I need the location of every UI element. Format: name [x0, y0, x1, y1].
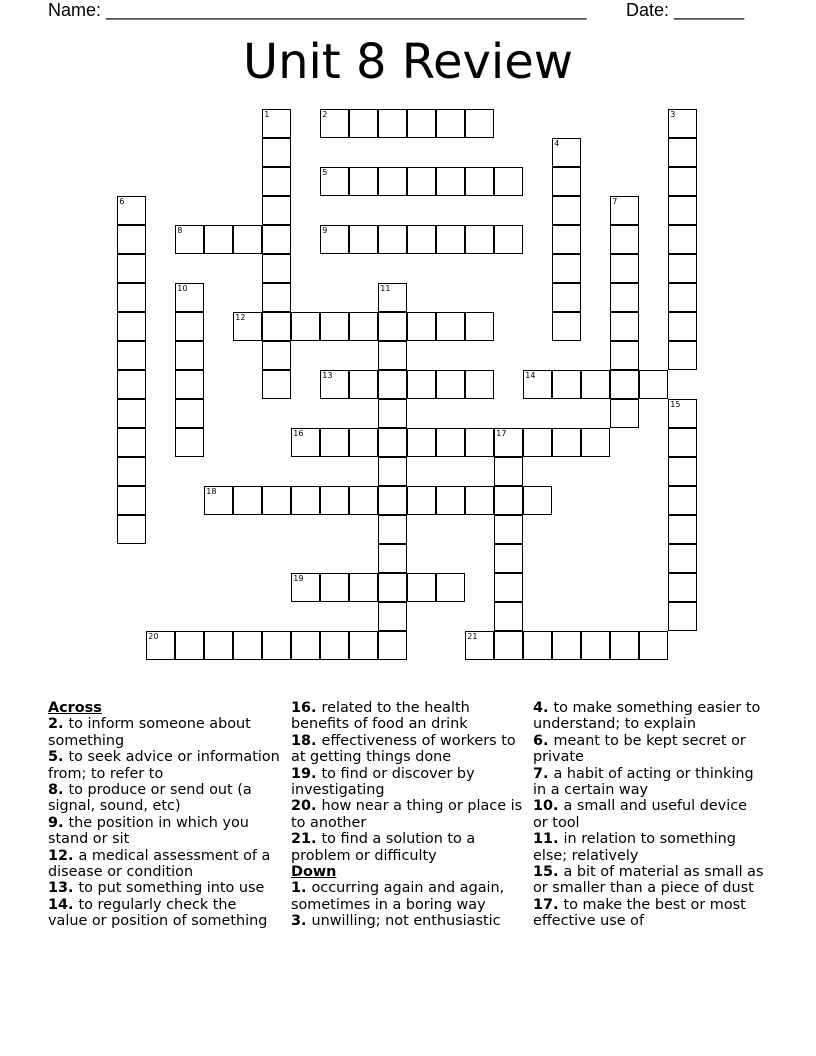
clue-number: 20 [148, 632, 159, 642]
grid-cell[interactable] [378, 544, 407, 573]
clue-text: a medical assessment of a disease or condition [48, 847, 271, 881]
grid-cell[interactable] [262, 283, 291, 312]
clue-text: to regularly check the value or position of something [48, 896, 268, 930]
grid-cell[interactable] [610, 283, 639, 312]
grid-cell[interactable] [668, 399, 697, 428]
grid-cell[interactable] [581, 370, 610, 399]
grid-cell[interactable] [523, 370, 552, 399]
grid-cell[interactable] [494, 486, 523, 515]
clue-number: 21 [467, 632, 478, 642]
grid-cell[interactable] [117, 486, 146, 515]
grid-cell[interactable] [407, 370, 436, 399]
clue-item [48, 716, 280, 749]
clue-number: 19 [293, 574, 304, 584]
grid-cell[interactable] [378, 457, 407, 486]
grid-cell[interactable] [436, 428, 465, 457]
clue-number: 7 [612, 197, 618, 207]
grid-cell[interactable] [494, 428, 523, 457]
name-field[interactable]: Name: ________________________________________________ [48, 0, 587, 20]
clue-number: 17 [496, 429, 507, 439]
clue-text: to find a solution to a problem or difficulty [291, 831, 476, 864]
grid-cell[interactable] [436, 573, 465, 602]
clue-number: 21. [291, 831, 322, 848]
grid-cell[interactable] [378, 428, 407, 457]
grid-cell[interactable] [320, 631, 349, 660]
clue-item [533, 864, 765, 897]
grid-cell[interactable] [494, 457, 523, 486]
grid-cell[interactable] [233, 631, 262, 660]
grid-cell[interactable] [610, 341, 639, 370]
clues-column-3 [533, 700, 765, 930]
clue-item [291, 831, 523, 864]
clue-number: 6 [119, 197, 125, 207]
grid-cell[interactable] [349, 486, 378, 515]
grid-cell[interactable] [407, 225, 436, 254]
clue-text: to inform someone about something [48, 716, 251, 749]
clue-item [291, 913, 523, 929]
clue-text: to find or discover by investigating [291, 765, 475, 799]
clue-text: a habit of acting or thinking in a certain way [533, 765, 754, 799]
grid-cell[interactable] [523, 631, 552, 660]
grid-cell[interactable] [581, 428, 610, 457]
grid-cell[interactable] [436, 486, 465, 515]
grid-cell[interactable] [552, 138, 581, 167]
clue-number: 15. [533, 864, 564, 881]
grid-cell[interactable] [610, 312, 639, 341]
grid-cell[interactable] [494, 602, 523, 631]
grid-cell[interactable] [320, 370, 349, 399]
grid-cell[interactable] [639, 370, 668, 399]
grid-cell[interactable] [291, 631, 320, 660]
clue-item [48, 749, 280, 782]
grid-cell[interactable] [320, 312, 349, 341]
grid-cell[interactable] [175, 399, 204, 428]
clue-number: 8 [177, 226, 183, 236]
clue-text: occurring again and again, sometimes in a boring way [291, 880, 505, 913]
grid-cell[interactable] [436, 225, 465, 254]
clue-text: related to the health benefits of food an drink [291, 700, 470, 733]
grid-cell[interactable] [146, 631, 175, 660]
grid-cell[interactable] [523, 486, 552, 515]
grid-cell[interactable] [407, 573, 436, 602]
clue-number: 9. [48, 814, 69, 831]
grid-cell[interactable] [378, 341, 407, 370]
clue-text: to make the best or most effective use of [533, 896, 746, 930]
grid-cell[interactable] [262, 109, 291, 138]
grid-cell[interactable] [668, 312, 697, 341]
clue-text: to make something easier to understand; to explain [533, 700, 761, 733]
clue-text: in relation to something else; relatively [533, 831, 736, 864]
clue-text: how near a thing or place is to another [291, 798, 523, 831]
section-heading: Down [291, 864, 337, 881]
grid-cell[interactable] [465, 428, 494, 457]
grid-cell[interactable] [668, 602, 697, 631]
grid-cell[interactable] [291, 312, 320, 341]
grid-cell[interactable] [262, 631, 291, 660]
grid-cell[interactable] [465, 631, 494, 660]
grid-cell[interactable] [668, 167, 697, 196]
clue-item [533, 700, 765, 733]
clue-number: 10 [177, 284, 188, 294]
clue-number: 16 [293, 429, 304, 439]
grid-cell[interactable] [349, 370, 378, 399]
grid-cell[interactable] [436, 370, 465, 399]
grid-cell[interactable] [175, 428, 204, 457]
clue-number: 5. [48, 749, 69, 766]
grid-cell[interactable] [610, 370, 639, 399]
clue-number: 1 [264, 110, 270, 120]
grid-cell[interactable] [436, 109, 465, 138]
clue-item [291, 700, 523, 733]
grid-cell[interactable] [465, 167, 494, 196]
page-title: Unit 8 Review [242, 34, 574, 90]
grid-cell[interactable] [668, 515, 697, 544]
grid-cell[interactable] [262, 138, 291, 167]
grid-cell[interactable] [465, 312, 494, 341]
date-field[interactable]: Date: _______ [626, 0, 745, 20]
clue-text: meant to be kept secret or private [533, 732, 746, 766]
grid-cell[interactable] [175, 341, 204, 370]
grid-cell[interactable] [552, 225, 581, 254]
grid-cell[interactable] [436, 167, 465, 196]
grid-cell[interactable] [117, 428, 146, 457]
grid-cell[interactable] [552, 312, 581, 341]
grid-cell[interactable] [668, 254, 697, 283]
clue-item [48, 897, 280, 930]
clue-number: 20. [291, 798, 322, 815]
grid-cell[interactable] [349, 109, 378, 138]
clue-number: 12 [235, 313, 246, 323]
grid-cell[interactable] [407, 167, 436, 196]
grid-cell[interactable] [378, 109, 407, 138]
grid-cell[interactable] [581, 631, 610, 660]
grid-cell[interactable] [233, 486, 262, 515]
clue-number: 2 [322, 110, 328, 120]
grid-cell[interactable] [668, 283, 697, 312]
grid-cell[interactable] [552, 283, 581, 312]
grid-cell[interactable] [262, 225, 291, 254]
grid-cell[interactable] [639, 631, 668, 660]
grid-cell[interactable] [233, 312, 262, 341]
grid-cell[interactable] [378, 399, 407, 428]
grid-cell[interactable] [378, 283, 407, 312]
clue-item [291, 880, 523, 913]
grid-cell[interactable] [349, 312, 378, 341]
grid-cell[interactable] [552, 167, 581, 196]
clue-item [533, 766, 765, 799]
grid-cell[interactable] [320, 109, 349, 138]
grid-cell[interactable] [262, 370, 291, 399]
clue-number: 2. [48, 716, 69, 733]
grid-cell[interactable] [117, 341, 146, 370]
clue-item [48, 848, 280, 881]
grid-cell[interactable] [407, 428, 436, 457]
clue-number: 13. [48, 880, 79, 897]
grid-cell[interactable] [117, 399, 146, 428]
grid-cell[interactable] [465, 109, 494, 138]
clue-item [533, 831, 765, 864]
grid-cell[interactable] [320, 428, 349, 457]
grid-cell[interactable] [349, 167, 378, 196]
grid-cell[interactable] [117, 225, 146, 254]
clue-text: the position in which you stand or sit [48, 814, 249, 848]
grid-cell[interactable] [291, 486, 320, 515]
clue-text: to seek advice or information from; to refer to [48, 749, 280, 782]
clue-text: a small and useful device or tool [533, 798, 747, 831]
grid-cell[interactable] [668, 573, 697, 602]
clue-number: 10. [533, 798, 564, 815]
grid-cell[interactable] [494, 167, 523, 196]
clue-item [533, 798, 765, 831]
grid-cell[interactable] [494, 631, 523, 660]
clue-number: 14. [48, 896, 79, 913]
clue-number: 18. [291, 732, 322, 749]
grid-cell[interactable] [204, 225, 233, 254]
grid-cell[interactable] [378, 370, 407, 399]
clue-number: 17. [533, 896, 564, 913]
clue-number: 4. [533, 700, 554, 716]
section-heading: Across [48, 700, 102, 716]
grid-cell[interactable] [610, 399, 639, 428]
grid-cell[interactable] [494, 515, 523, 544]
grid-cell[interactable] [117, 254, 146, 283]
grid-cell[interactable] [436, 312, 465, 341]
grid-cell[interactable] [262, 486, 291, 515]
grid-cell[interactable] [175, 631, 204, 660]
grid-cell[interactable] [204, 486, 233, 515]
grid-cell[interactable] [668, 544, 697, 573]
grid-cell[interactable] [117, 515, 146, 544]
grid-cell[interactable] [494, 544, 523, 573]
grid-cell[interactable] [465, 370, 494, 399]
clue-number: 8. [48, 782, 69, 799]
clue-item [48, 782, 280, 815]
grid-cell[interactable] [349, 428, 378, 457]
grid-cell[interactable] [378, 486, 407, 515]
clue-number: 18 [206, 487, 217, 497]
clue-number: 4 [554, 139, 560, 149]
grid-cell[interactable] [407, 486, 436, 515]
grid-cell[interactable] [378, 515, 407, 544]
grid-cell[interactable] [668, 428, 697, 457]
clue-number: 15 [670, 400, 681, 410]
grid-cell[interactable] [291, 428, 320, 457]
clue-text: unwilling; not enthusiastic [311, 913, 501, 930]
clue-number: 19. [291, 765, 322, 782]
clue-number: 11. [533, 831, 564, 848]
grid-cell[interactable] [117, 370, 146, 399]
grid-cell[interactable] [668, 109, 697, 138]
grid-cell[interactable] [378, 602, 407, 631]
clue-item [291, 733, 523, 766]
grid-cell[interactable] [494, 573, 523, 602]
grid-cell[interactable] [291, 573, 320, 602]
clue-number: 1. [291, 880, 312, 897]
grid-cell[interactable] [233, 225, 262, 254]
clue-number: 5 [322, 168, 328, 178]
clue-number: 6. [533, 732, 554, 749]
grid-cell[interactable] [320, 167, 349, 196]
grid-cell[interactable] [668, 138, 697, 167]
grid-cell[interactable] [349, 631, 378, 660]
grid-cell[interactable] [552, 631, 581, 660]
clue-text: to put something into use [78, 880, 265, 897]
grid-cell[interactable] [117, 457, 146, 486]
grid-cell[interactable] [378, 573, 407, 602]
grid-cell[interactable] [349, 225, 378, 254]
grid-cell[interactable] [668, 457, 697, 486]
grid-cell[interactable] [204, 631, 233, 660]
clue-number: 3 [670, 110, 676, 120]
grid-cell[interactable] [523, 428, 552, 457]
grid-cell[interactable] [378, 312, 407, 341]
grid-cell[interactable] [407, 312, 436, 341]
grid-cell[interactable] [175, 370, 204, 399]
grid-cell[interactable] [552, 428, 581, 457]
clue-text: to produce or send out (a signal, sound, etc) [48, 782, 252, 815]
grid-cell[interactable] [320, 486, 349, 515]
grid-cell[interactable] [668, 486, 697, 515]
grid-cell[interactable] [465, 486, 494, 515]
grid-cell[interactable] [262, 196, 291, 225]
clue-item [533, 733, 765, 766]
grid-cell[interactable] [262, 254, 291, 283]
grid-cell[interactable] [117, 196, 146, 225]
clue-item [291, 766, 523, 799]
grid-cell[interactable] [465, 225, 494, 254]
grid-cell[interactable] [349, 573, 378, 602]
clue-item [48, 880, 280, 896]
clue-item [48, 815, 280, 848]
grid-cell[interactable] [262, 167, 291, 196]
grid-cell[interactable] [407, 109, 436, 138]
clue-number: 3. [291, 913, 312, 930]
clue-number: 7. [533, 765, 554, 782]
grid-cell[interactable] [175, 283, 204, 312]
clue-text: a bit of material as small as or smaller than a piece of dust [533, 864, 764, 897]
clue-number: 9 [322, 226, 328, 236]
grid-cell[interactable] [175, 312, 204, 341]
grid-cell[interactable] [378, 225, 407, 254]
grid-cell[interactable] [668, 225, 697, 254]
grid-cell[interactable] [610, 254, 639, 283]
grid-cell[interactable] [610, 631, 639, 660]
clue-number: 14 [525, 371, 536, 381]
grid-cell[interactable] [668, 341, 697, 370]
grid-cell[interactable] [320, 573, 349, 602]
clue-item [533, 897, 765, 930]
clue-number: 12. [48, 847, 79, 864]
grid-cell[interactable] [320, 225, 349, 254]
grid-cell[interactable] [668, 196, 697, 225]
grid-cell[interactable] [610, 225, 639, 254]
clue-number: 16. [291, 700, 322, 716]
grid-cell[interactable] [610, 196, 639, 225]
clue-number: 13 [322, 371, 333, 381]
clues-column-2 [291, 700, 523, 930]
grid-cell[interactable] [378, 631, 407, 660]
grid-cell[interactable] [262, 341, 291, 370]
clue-item [291, 798, 523, 831]
clue-number: 11 [380, 284, 391, 294]
grid-cell[interactable] [117, 312, 146, 341]
grid-cell[interactable] [378, 167, 407, 196]
grid-cell[interactable] [262, 312, 291, 341]
grid-cell[interactable] [117, 283, 146, 312]
grid-cell[interactable] [552, 196, 581, 225]
grid-cell[interactable] [552, 370, 581, 399]
grid-cell[interactable] [552, 254, 581, 283]
grid-cell[interactable] [494, 225, 523, 254]
clues-column-1 [48, 700, 280, 930]
clue-text: effectiveness of workers to at getting things done [291, 732, 516, 766]
grid-cell[interactable] [175, 225, 204, 254]
